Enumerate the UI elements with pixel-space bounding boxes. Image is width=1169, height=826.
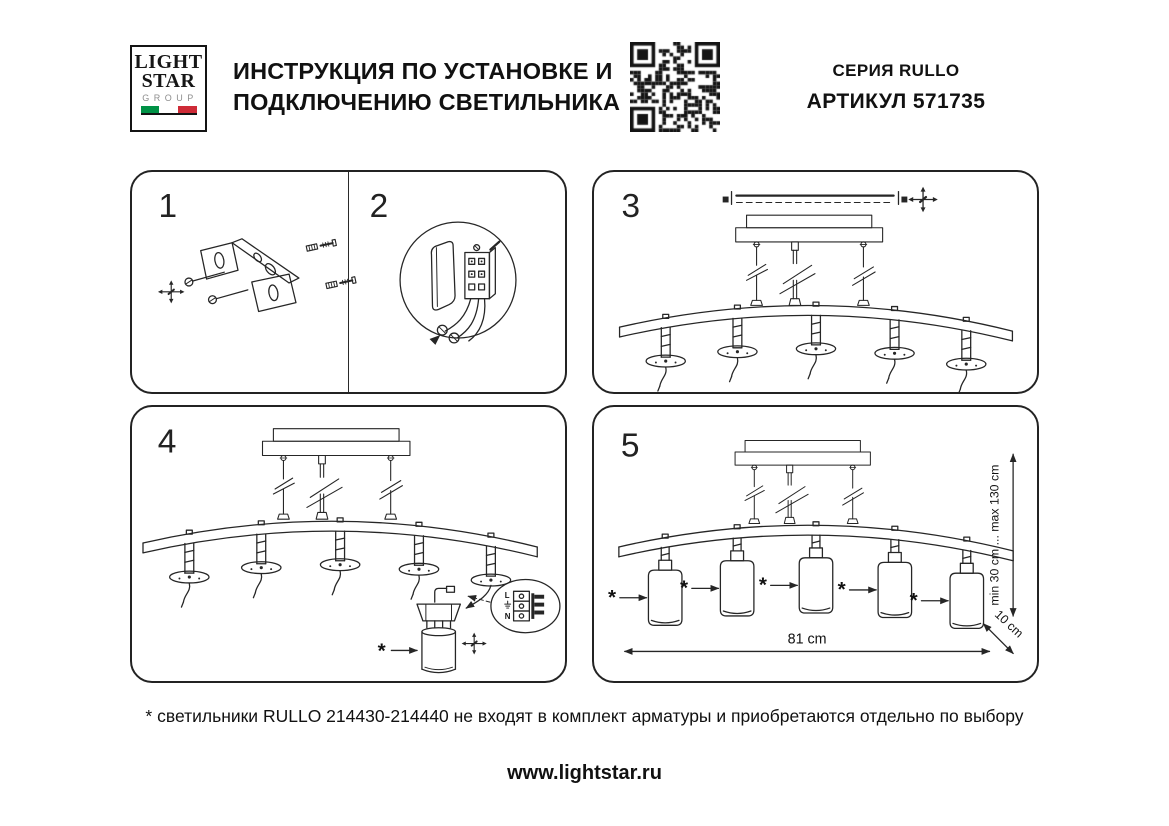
diagram-step-3 [594,172,1037,392]
cylindrical-shades [648,535,983,628]
bracket-mounting-drawing [158,239,356,312]
asterisk-marker: * [377,639,386,663]
panel-steps-1-2 [130,170,567,394]
mounting-plate [735,441,870,524]
panel-step-4 [130,405,567,683]
mounting-plate [263,429,410,519]
dimension-width [625,632,990,652]
screw-direction-icon [908,187,937,213]
dimension-height [987,454,1013,616]
lamp-holders [646,315,986,392]
curved-rail [619,522,1013,561]
step-3-number: 3 [621,188,641,226]
page-title [233,56,620,118]
shade-pointers [608,573,948,612]
panel-step-3 [592,170,1039,394]
diagram-steps-1-2 [132,172,565,392]
screw-direction-icon [462,633,487,655]
ceiling-line [723,192,908,205]
article-label: АРТИКУЛ 571735 [806,90,986,113]
diagram-step-4 [132,407,565,681]
footnote: * светильники RULLO 214430-214440 не входят в комплект арматуры и приобретаются отдельно по выбору [145,706,1024,726]
title-line-1: ИНСТРУКЦИЯ ПО УСТАНОВКЕ И [233,58,613,84]
lightstar-logo [130,45,207,132]
italian-flag-icon [141,106,197,115]
curved-rail [620,302,1013,341]
mounting-plate [736,215,883,305]
panel-step-5 [592,405,1039,683]
series-label: СЕРИЯ RULLO [832,61,960,80]
logo-word-star: STAR [141,70,196,92]
terminal-label-live: L [504,591,510,601]
svg-text:*: * [837,578,846,602]
diagram-step-5 [594,407,1037,681]
qr-code-icon [630,42,720,132]
step-4-number: 4 [157,423,177,461]
lamp-holders [170,531,511,607]
svg-text:*: * [679,576,689,600]
ground-symbol-icon [505,601,511,608]
dimension-depth [984,607,1026,653]
dimension-width-label: 81 cm [787,631,827,648]
website-url: www.lightstar.ru [507,762,662,784]
svg-text:*: * [608,586,617,610]
step-5-number: 5 [620,427,640,465]
svg-text:*: * [758,573,767,597]
terminal-label-neutral: N [504,611,511,621]
shade-attachment-detail [378,585,491,672]
step-2-number: 2 [369,188,389,226]
svg-text:*: * [909,589,918,613]
dimension-depth-label: 10 cm [991,607,1026,641]
title-line-2: ПОДКЛЮЧЕНИЮ СВЕТИЛЬНИКА [233,89,621,115]
logo-word-light: LIGHT [134,51,203,73]
curved-rail [143,518,537,557]
terminal-block-detail [468,579,560,632]
step-1-number: 1 [158,188,178,226]
logo-word-group: GROUP [142,93,198,103]
dimension-height-label: min 30 cm ... max 130 cm [987,464,1002,606]
product-info [760,61,1032,114]
wiring-detail-drawing [400,222,516,345]
